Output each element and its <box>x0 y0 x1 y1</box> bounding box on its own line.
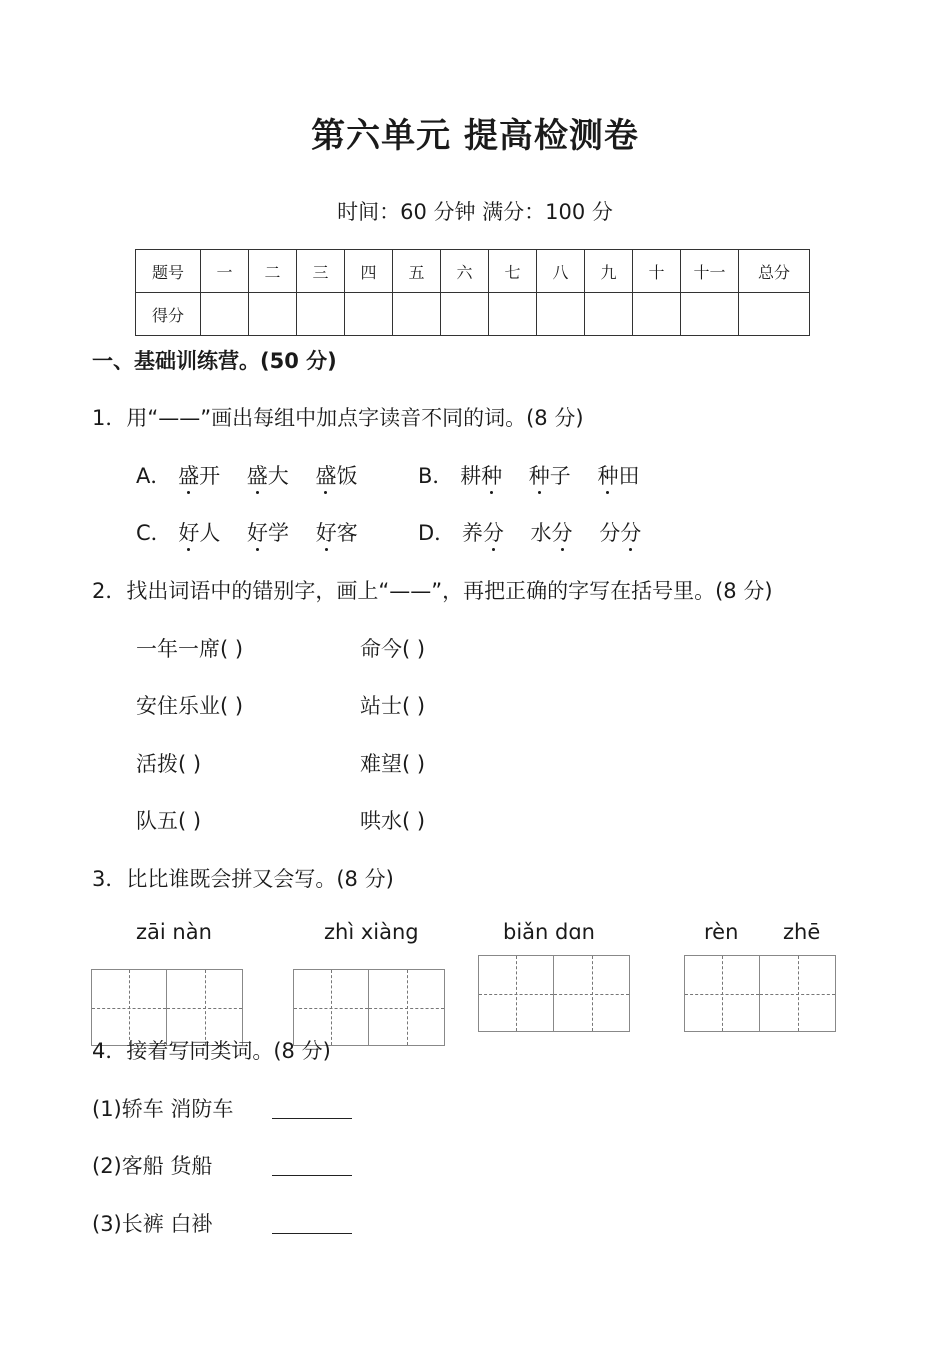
score-col-2: 二 <box>249 250 297 293</box>
q1-group-d-label: D． <box>418 521 456 545</box>
score-col-11: 十一 <box>681 250 739 293</box>
q1-word: 耕种 <box>460 464 502 488</box>
q1-word: 好客 <box>316 521 358 545</box>
q1-group-c <box>136 517 358 547</box>
writing-cell[interactable] <box>92 970 167 1045</box>
q1-word: 养分 <box>462 521 504 545</box>
score-cell[interactable] <box>537 293 585 336</box>
score-col-10: 十 <box>633 250 681 293</box>
score-col-4: 四 <box>345 250 393 293</box>
q1-prompt: 1．用“——”画出每组中加点字读音不同的词。(8 分) <box>92 406 584 430</box>
q1-word: 种子 <box>529 464 571 488</box>
q4-answer-blank[interactable] <box>272 1215 352 1238</box>
q3-pinyin: rèn <box>704 920 739 944</box>
score-col-7: 七 <box>489 250 537 293</box>
writing-cell[interactable] <box>760 956 835 1031</box>
q1-group-a-label: A． <box>136 464 172 488</box>
writing-cell[interactable] <box>294 970 369 1045</box>
page-title: 第六单元 提高检测卷 <box>311 116 639 156</box>
q2-item: 哄水( ) <box>360 809 426 833</box>
score-cell[interactable] <box>633 293 681 336</box>
q1-word: 分分 <box>599 521 641 545</box>
q1-word: 好人 <box>178 521 220 545</box>
score-cell[interactable] <box>681 293 739 336</box>
q4-item-words: (3)长裤 白褂 <box>92 1212 213 1236</box>
score-table-row-label: 得分 <box>136 293 201 336</box>
score-cell[interactable] <box>201 293 249 336</box>
q4-item <box>92 1150 212 1180</box>
score-col-6: 六 <box>441 250 489 293</box>
writing-cell[interactable] <box>479 956 554 1031</box>
q1-group-a <box>136 460 357 490</box>
score-table <box>135 249 810 336</box>
score-col-3: 三 <box>297 250 345 293</box>
score-table-score-row <box>136 293 810 336</box>
q2-item: 命今( ) <box>360 637 426 661</box>
score-table-header-label: 题号 <box>136 250 201 293</box>
q4-answer-blank[interactable] <box>272 1100 352 1123</box>
score-cell[interactable] <box>441 293 489 336</box>
writing-grid[interactable] <box>684 955 836 1032</box>
q2-item: 队五( ) <box>136 809 202 833</box>
q1-word: 盛开 <box>178 464 220 488</box>
writing-cell[interactable] <box>554 956 629 1031</box>
q4-item-words: (2)客船 货船 <box>92 1154 213 1178</box>
q1-word: 盛饭 <box>315 464 357 488</box>
score-col-1: 一 <box>201 250 249 293</box>
score-cell[interactable] <box>585 293 633 336</box>
q4-item <box>92 1208 212 1238</box>
q1-group-d <box>418 517 641 547</box>
score-col-5: 五 <box>393 250 441 293</box>
q3-pinyin: zhē <box>783 920 821 944</box>
writing-grid[interactable] <box>478 955 630 1032</box>
q3-pinyin: zhì xiàng <box>324 920 419 944</box>
q2-item: 难望( ) <box>360 752 426 776</box>
score-col-9: 九 <box>585 250 633 293</box>
score-cell[interactable] <box>345 293 393 336</box>
q3-pinyin: zāi nàn <box>136 920 212 944</box>
q2-item: 站士( ) <box>360 694 426 718</box>
score-cell[interactable] <box>489 293 537 336</box>
score-cell-total[interactable] <box>739 293 810 336</box>
q1-word: 盛大 <box>247 464 289 488</box>
q1-word: 好学 <box>247 521 289 545</box>
score-cell[interactable] <box>249 293 297 336</box>
q1-word: 水分 <box>531 521 573 545</box>
q1-group-b-label: B． <box>418 464 454 488</box>
q2-item: 安住乐业( ) <box>136 694 244 718</box>
score-cell[interactable] <box>393 293 441 336</box>
exam-info: 时间：60 分钟 满分：100 分 <box>337 200 613 224</box>
q3-pinyin: biǎn dɑn <box>503 920 595 944</box>
q2-item: 一年一席( ) <box>136 637 244 661</box>
q2-prompt: 2．找出词语中的错别字，画上“——”，再把正确的字写在括号里。(8 分) <box>92 579 773 603</box>
writing-cell[interactable] <box>167 970 242 1045</box>
score-cell[interactable] <box>297 293 345 336</box>
q1-word: 种田 <box>597 464 639 488</box>
q4-prompt: 4．接着写同类词。(8 分) <box>92 1039 331 1063</box>
section-1-heading: 一、基础训练营。(50 分) <box>92 349 337 373</box>
q4-answer-blank[interactable] <box>272 1157 352 1180</box>
q2-item: 活拨( ) <box>136 752 202 776</box>
q4-item <box>92 1093 233 1123</box>
score-col-total: 总分 <box>739 250 810 293</box>
writing-cell[interactable] <box>369 970 444 1045</box>
q1-group-c-label: C． <box>136 521 172 545</box>
q3-prompt: 3．比比谁既会拼又会写。(8 分) <box>92 867 394 891</box>
q4-item-words: (1)轿车 消防车 <box>92 1097 234 1121</box>
score-col-8: 八 <box>537 250 585 293</box>
score-table-header-row <box>136 250 810 293</box>
q1-group-b <box>418 460 639 490</box>
writing-cell[interactable] <box>685 956 760 1031</box>
